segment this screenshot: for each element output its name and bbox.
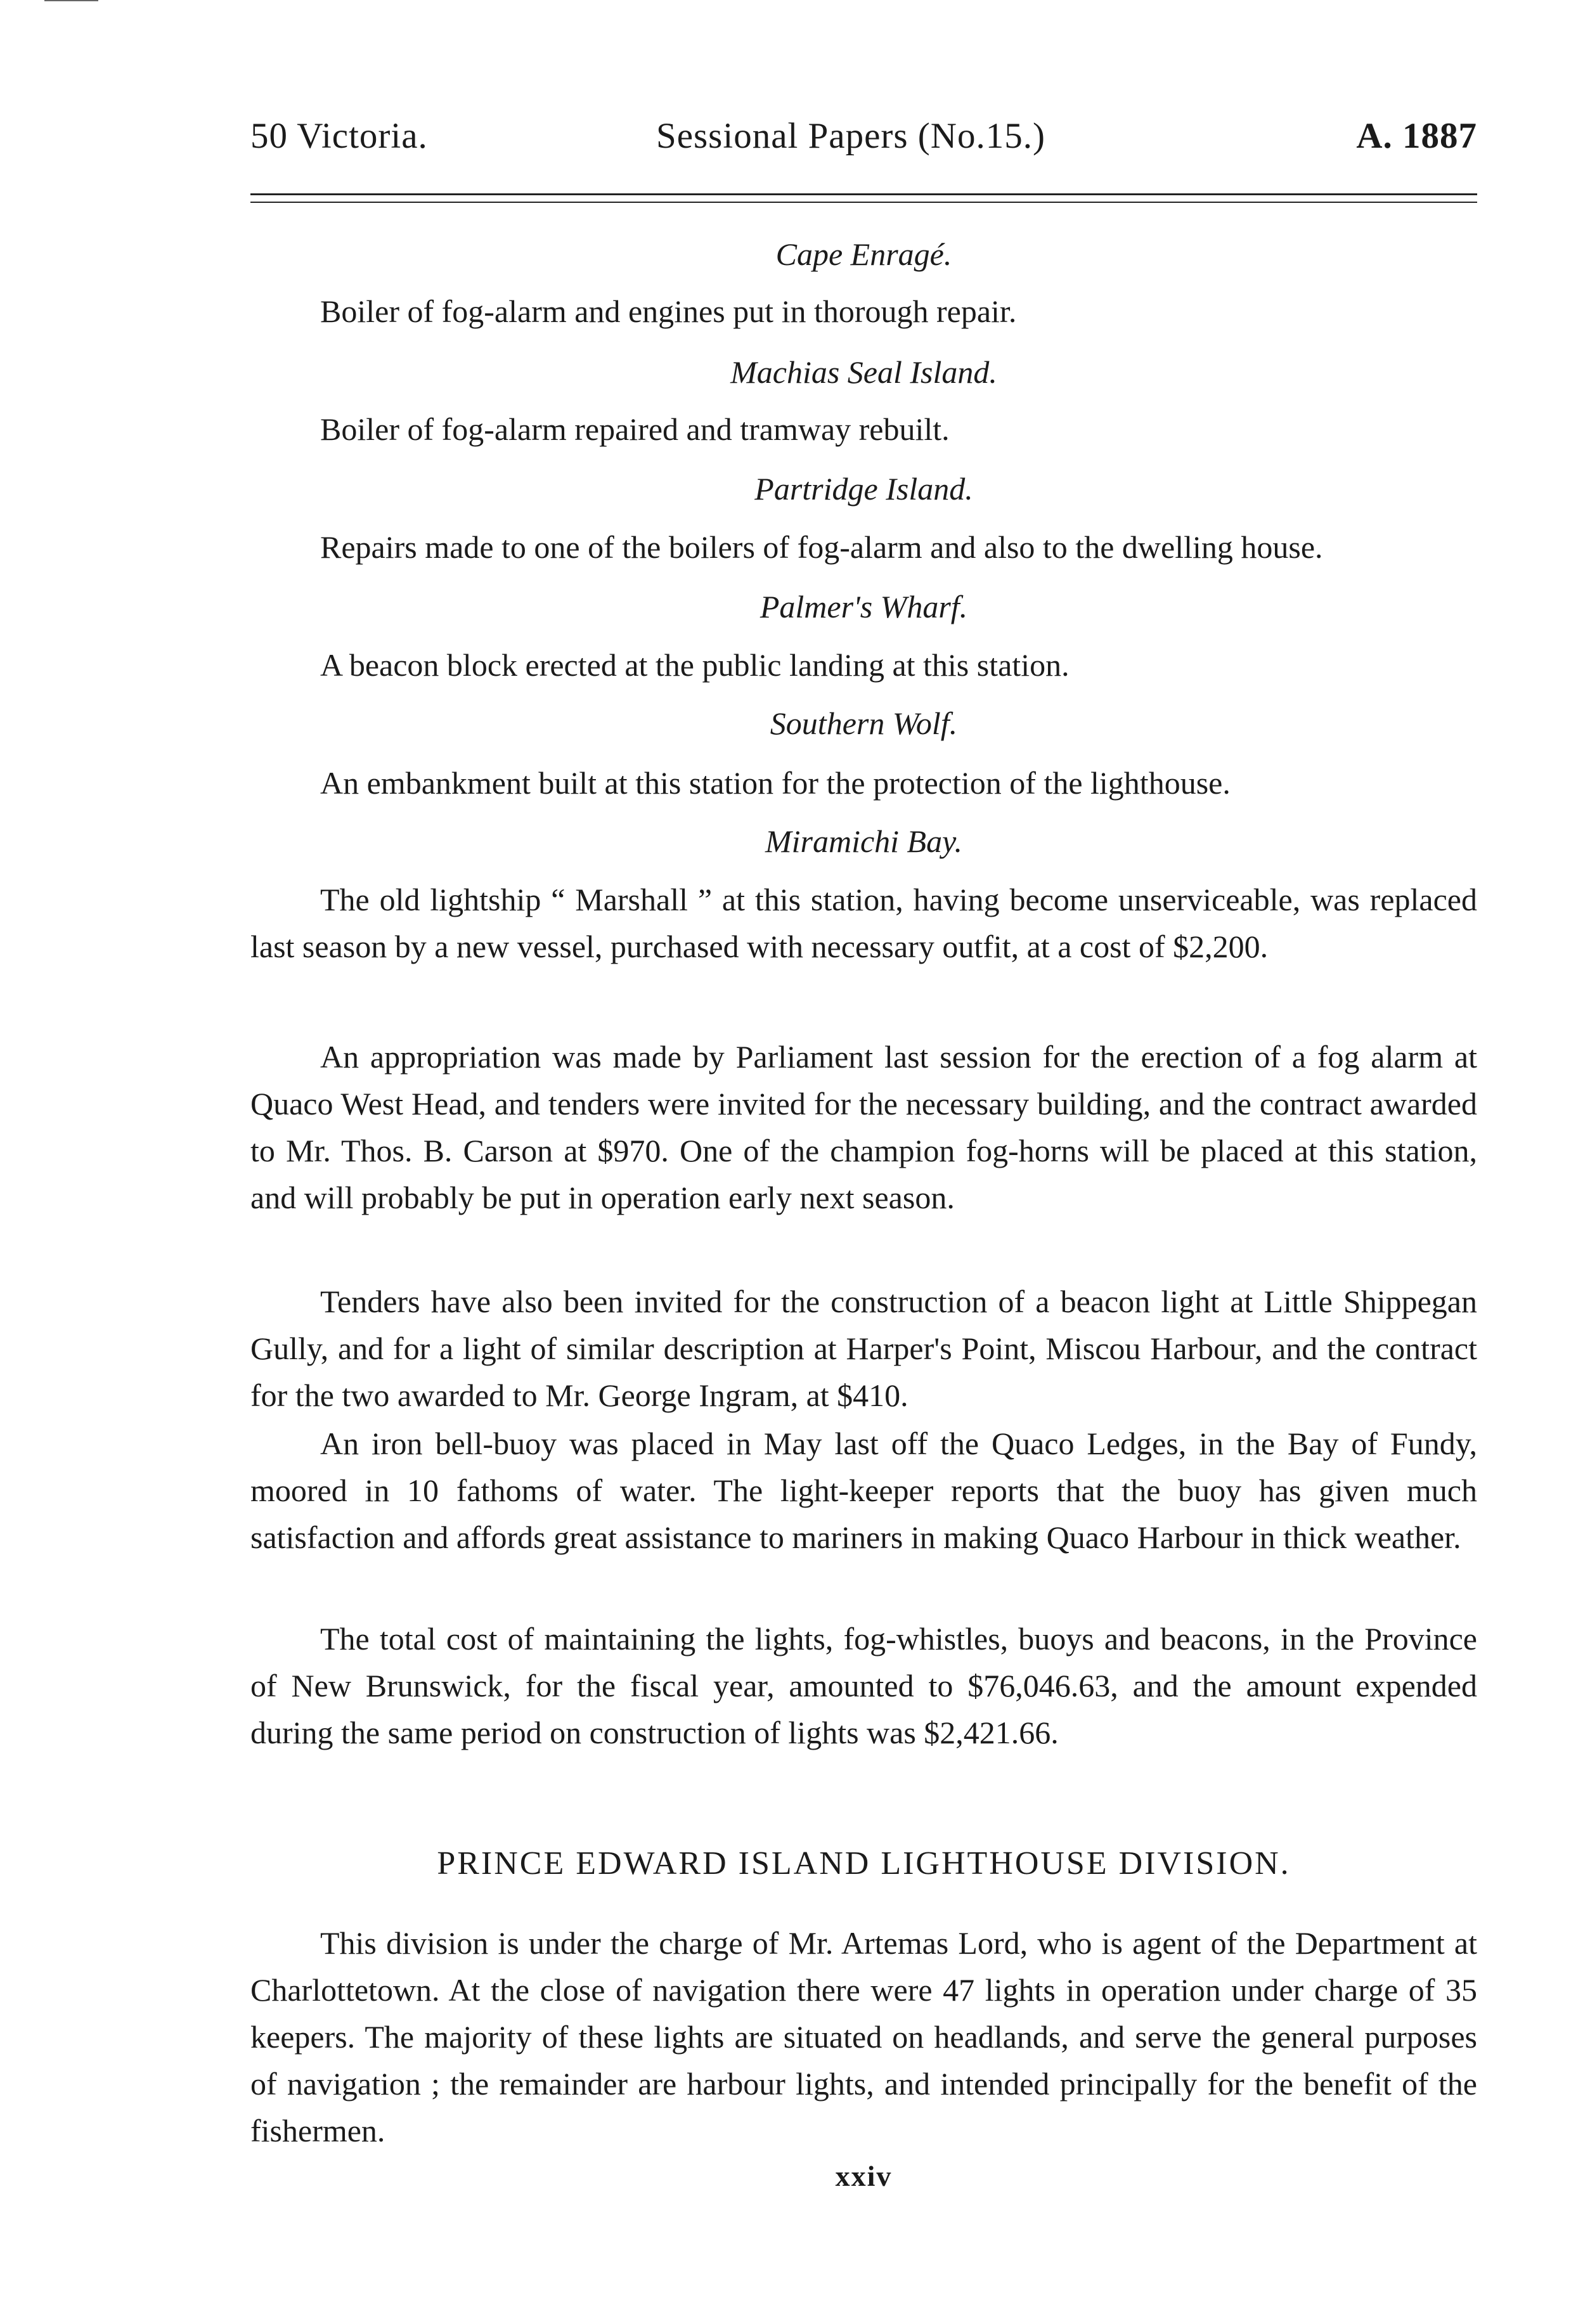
section-text-cape-enrage: Boiler of fog-alarm and engines put in thorough repair. — [320, 294, 1017, 329]
section-heading-cape-enrage: Cape Enragé. — [775, 236, 952, 272]
header-sessional-papers: Sessional Papers (No.15.) — [656, 116, 1045, 156]
paragraph-beacon-tenders: Tenders have also been invited for the construction of a beacon light at Little Shippegan Gully, and for a light of similar description at Harper's Point, Miscou Harbour, and the contract for the two awarded to Mr. George Ingram, at $410. — [250, 1284, 1477, 1413]
paragraph-quaco-fog-alarm: An appropriation was made by Parliament last session for the erection of a fog alarm at Quaco West Head, and tenders were invited for the necessary building, and the contract awarded to Mr. Thos. B. Carson at $970. One of the champion fog-horns will be placed at this station, and will probably be put in operation early next season. — [250, 1039, 1477, 1215]
section-heading-miramichi-bay: Miramichi Bay. — [765, 823, 963, 859]
section-heading-palmers-wharf: Palmer's Wharf. — [759, 589, 968, 624]
section-heading-partridge-island: Partridge Island. — [754, 471, 973, 507]
division-title: PRINCE EDWARD ISLAND LIGHTHOUSE DIVISION. — [437, 1845, 1291, 1882]
paragraph-pei-division: This division is under the charge of Mr. Artemas Lord, who is agent of the Department at Charlottetown. At the close of navigation there were 47 lights in operation under charge of 35 keepers. The majority of these lights are situated on headlands, and serve the general purposes of navigation ; the remainder are harbour lights, and intended principally for the benefit of the fishermen. — [250, 1925, 1477, 2148]
section-heading-southern-wolf: Southern Wolf. — [770, 706, 958, 741]
header-rule — [250, 193, 1477, 195]
page-number: xxiv — [835, 2160, 893, 2192]
section-heading-machias-seal-island: Machias Seal Island. — [730, 354, 997, 390]
paragraph-total-cost: The total cost of maintaining the lights, fog-whistles, buoys and beacons, in the Province of New Brunswick, for the fiscal year, amounted to $76,046.63, and the amount expended during the same period on construction of lights was $2,421.66. — [250, 1621, 1477, 1750]
paragraph-lightship-marshall: The old lightship “ Marshall ” at this station, having become unserviceable, was replaced last season by a new vessel, purchased with necessary outfit, at a cost of $2,200. — [250, 882, 1477, 964]
section-text-machias-seal-island: Boiler of fog-alarm repaired and tramway rebuilt. — [320, 411, 950, 447]
header-year: A. 1887 — [1356, 116, 1477, 156]
section-text-partridge-island: Repairs made to one of the boilers of fog-alarm and also to the dwelling house. — [320, 529, 1323, 565]
section-text-southern-wolf: An embankment built at this station for the protection of the lighthouse. — [320, 765, 1231, 801]
running-header — [250, 115, 1477, 166]
paragraph-bell-buoy: An iron bell-buoy was placed in May last off the Quaco Ledges, in the Bay of Fundy, moored in 10 fathoms of water. The light-keeper reports that the buoy has given much satisfaction and affords great assistance to mariners in making Quaco Harbour in thick weather. — [250, 1426, 1477, 1555]
header-rule-second — [250, 202, 1477, 203]
scan-edge-mark — [44, 0, 98, 1]
header-volume: 50 Victoria. — [250, 116, 428, 156]
section-text-palmers-wharf: A beacon block erected at the public landing at this station. — [320, 647, 1070, 683]
